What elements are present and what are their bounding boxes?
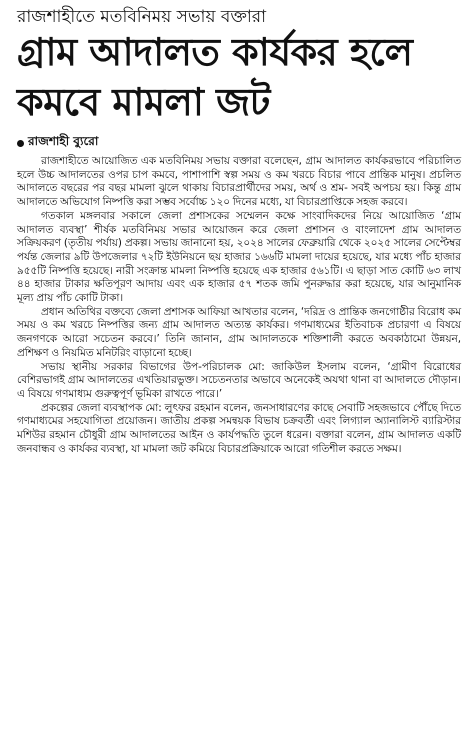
newspaper-clipping (5, 5, 467, 728)
headline-line-1: গ্রাম আদালত কার্যকর হলে (17, 30, 413, 74)
headline (17, 27, 461, 127)
paragraph: প্রকল্পের জেলা ব্যবস্থাপক মো: লুৎফর রহমান বলেন, জনসাধারণের কাছে সেবাটি সহজভাবে পৌঁছে দিতে গণমাধ্যমের সহযোগিতা প্রয়োজন। জাতীয় প্রকল্প সমন্বয়ক বিভাষ চক্রবর্তী এবং লিগ্যাল অ্যানালিস্ট ব্যারিস্টার মশিউর রহমান চৌধুরী গ্রাম আদালতের আইন ও কার্যপদ্ধতি তুলে ধরেন। বক্তারা বলেন, গ্রাম আদালত একটি জনবান্ধব ও কার্যকর ব্যবস্থা, যা মামলা জট কমিয়ে বিচারপ্রক্রিয়াকে আরো গতিশীল করতে সক্ষম। (17, 401, 461, 455)
headline-line-2: কমবে মামলা জট (17, 80, 270, 124)
paragraph: প্রধান অতিথির বক্তব্যে জেলা প্রশাসক আফিয়া আখতার বলেন, ‘দরিদ্র ও প্রান্তিক জনগোষ্ঠীর বিরোধ কম সময় ও কম খরচে নিষ্পত্তির জন্য গ্রাম আদালত অত্যন্ত কার্যকর। গণমাধ্যমের ইতিবাচক প্রচারণা এ বিষয়ে জনগণকে আরো সচেতন করবে।’ তিনি জানান, গ্রাম আদালতকে শক্তিশালী করতে অবকাঠামো উন্নয়ন, প্রশিক্ষণ ও নিয়মিত মনিটরিং বাড়ানো হচ্ছে। (17, 305, 461, 359)
bullet-icon (17, 140, 24, 147)
paragraph: গতকাল মঙ্গলবার সকালে জেলা প্রশাসকের সম্মেলন কক্ষে সাংবাদিকদের নিয়ে আয়োজিত ‘গ্রাম আদালত ব্যবস্থা’ শীর্ষক মতবিনিময় সভার আয়োজন করে জেলা প্রশাসন ও বাংলাদেশ গ্রাম আদালত সক্রিয়করণ (তৃতীয় পর্যায়) প্রকল্প। সভায় জানানো হয়, ২০২৪ সালের ফেব্রুয়ারি থেকে ২০২৫ সালের সেপ্টেম্বর পর্যন্ত জেলার ৯টি উপজেলার ৭২টি ইউনিয়নে ছয় হাজার ১৬৬টি মামলা দায়ের হয়েছে, যার মধ্যে পাঁচ হাজার ৯৫৫টি নিষ্পত্তি হয়েছে। নারী সংক্রান্ত মামলা নিষ্পত্তি হয়েছে এক হাজার ৫৬১টি। এ ছাড়া সাত কোটি ৬৩ লাখ ৪৪ হাজার টাকার ক্ষতিপূরণ আদায় এবং এক হাজার ৫৭ শতক জমি পুনরুদ্ধার করা হয়েছে, যার আনুমানিক মূল্য প্রায় পাঁচ কোটি টাকা। (17, 209, 461, 305)
byline-text: রাজশাহী ব্যুরো (28, 134, 99, 148)
paragraph: সভায় স্থানীয় সরকার বিভাগের উপ-পরিচালক মো: জাকিউল ইসলাম বলেন, ‘গ্রামীণ বিরোধের বেশিরভাগই গ্রাম আদালতের এখতিয়ারভুক্ত। সচেতনতার অভাবে অনেকেই অযথা থানা বা আদালতে দৌড়ান। এ বিষয়ে গণমাধ্যম গুরুত্বপূর্ণ ভূমিকা রাখতে পারে।’ (17, 360, 461, 400)
byline (17, 133, 461, 153)
kicker: রাজশাহীতে মতবিনিময় সভায় বক্তারা (17, 7, 267, 27)
paragraph: রাজশাহীতে আয়োজিত এক মতবিনিময় সভায় বক্তারা বলেছেন, গ্রাম আদালত কার্যকরভাবে পরিচালিত হলে উচ্চ আদালতের ওপর চাপ কমবে, পাশাপাশি স্বল্প সময় ও কম খরচে বিচার পাবে প্রান্তিক মানুষ। প্রচলিত আদালতে বছরের পর বছর মামলা ঝুলে থাকায় বিচারপ্রার্থীদের সময়, অর্থ ও শ্রম- সবই অপচয় হয়। কিন্তু গ্রাম আদালতে অভিযোগ নিষ্পত্তি করা সম্ভব সর্বোচ্চ ১২০ দিনের মধ্যে, যা বিচারপ্রাপ্তিকে সহজ করবে। (17, 155, 461, 209)
article-body (17, 155, 461, 456)
